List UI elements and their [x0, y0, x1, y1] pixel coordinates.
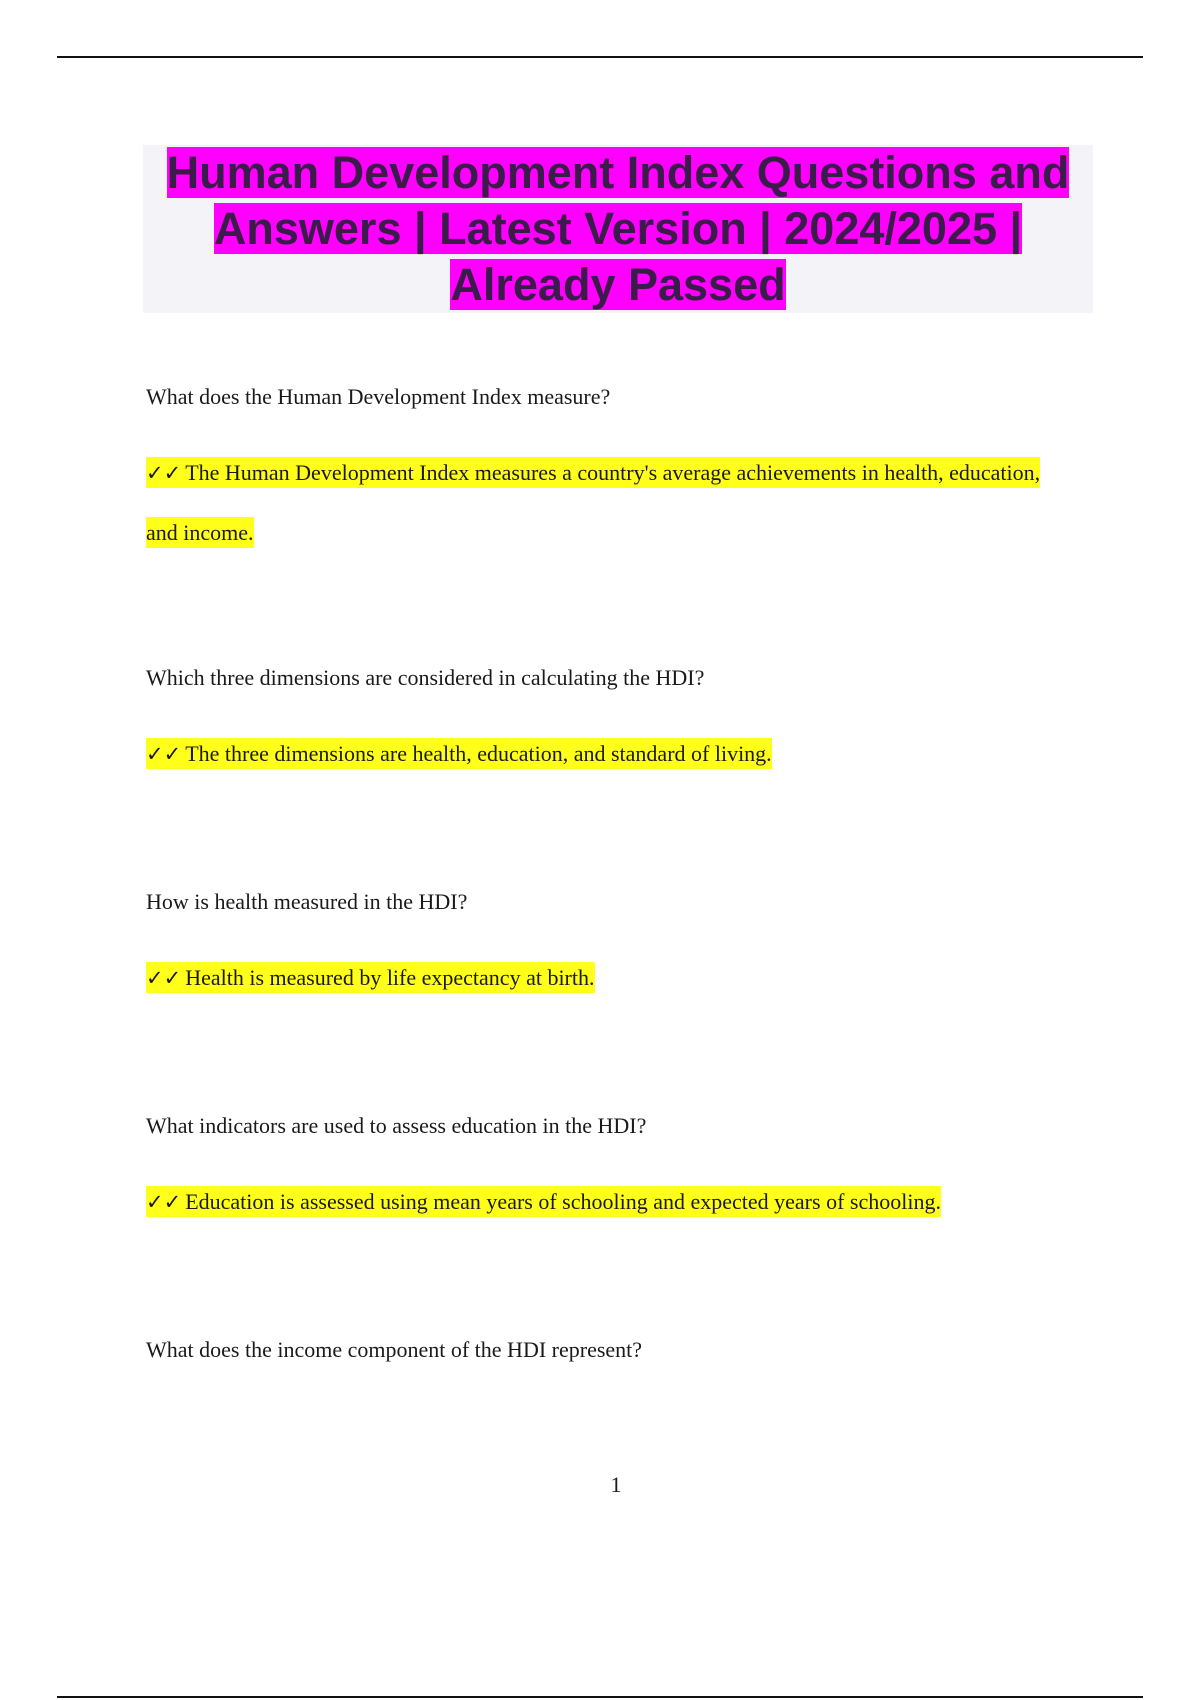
- document-title: Human Development Index Questions and Answers | Latest Version | 2024/2025 | Already Passed: [166, 147, 1070, 310]
- question-2: Which three dimensions are considered in calculating the HDI?: [146, 665, 705, 690]
- answer-1: ✓✓ The Human Development Index measures a country's average achievements in health, education, and income.: [146, 443, 1046, 563]
- question-3: How is health measured in the HDI?: [146, 889, 468, 914]
- answer-4: ✓✓ Education is assessed using mean years of schooling and expected years of schooling.: [146, 1172, 941, 1232]
- top-rule: [57, 56, 1143, 58]
- answer-3: ✓✓ Health is measured by life expectancy at birth.: [146, 948, 595, 1008]
- answer-2: ✓✓ The three dimensions are health, education, and standard of living.: [146, 724, 772, 784]
- question-4: What indicators are used to assess education in the HDI?: [146, 1113, 647, 1138]
- bottom-rule: [57, 1696, 1143, 1698]
- question-5: What does the income component of the HDI represent?: [146, 1337, 643, 1362]
- double-check-icon: ✓✓: [146, 461, 182, 485]
- double-check-icon: ✓✓: [146, 742, 182, 766]
- page-number: 1: [610, 1472, 622, 1497]
- question-1: What does the Human Development Index measure?: [146, 384, 611, 409]
- double-check-icon: ✓✓: [146, 1190, 182, 1214]
- title-box: [143, 145, 1093, 313]
- double-check-icon: ✓✓: [146, 966, 182, 990]
